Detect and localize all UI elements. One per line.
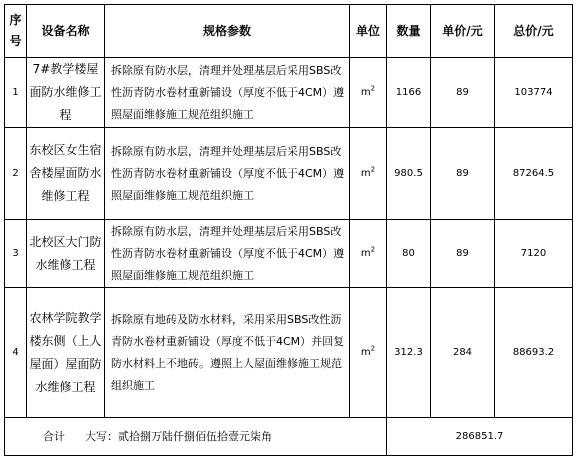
table-row xyxy=(5,58,573,128)
total-value: 286851.7 xyxy=(387,418,573,456)
total-label: 合计 xyxy=(43,429,65,443)
cell-total-price: 103774 xyxy=(495,58,573,128)
cell-spec: 拆除原有地砖及防水材料，采用采用SBS改性沥青防水卷材重新铺设（厚度不低于4CM）并回复防水材料上不地砖。遵照上人屋面维修施工规范组织施工 xyxy=(105,288,350,418)
unit-superscript: 2 xyxy=(370,245,376,254)
cell-qty: 312.3 xyxy=(387,288,431,418)
table-row xyxy=(5,288,573,418)
cell-unit-price: 284 xyxy=(431,288,495,418)
header-qty: 数量 xyxy=(387,5,431,58)
unit-text: m xyxy=(360,167,371,179)
cell-qty: 80 xyxy=(387,220,431,288)
cell-unit xyxy=(350,220,387,288)
total-row xyxy=(5,418,573,456)
total-caps: 大写：贰拾捌万陆仟捌佰伍拾壹元柒角 xyxy=(85,429,272,443)
cell-name: 北校区大门防水维修工程 xyxy=(27,220,105,288)
cell-unit xyxy=(350,128,387,220)
cell-spec: 拆除原有防水层，清理并处理基层后采用SBS改性沥青防水卷材重新铺设（厚度不低于4CM）遵照屋面维修施工规范组织施工 xyxy=(105,220,350,288)
total-label-cell xyxy=(5,418,387,456)
cell-spec: 拆除原有防水层，清理并处理基层后采用SBS改性沥青防水卷材重新铺设（厚度不低于4CM）遵照屋面维修施工规范组织施工 xyxy=(105,128,350,220)
cell-spec: 拆除原有防水层，清理并处理基层后采用SBS改性沥青防水卷材重新铺设（厚度不低于4CM）遵照屋面维修施工规范组织施工 xyxy=(105,58,350,128)
unit-superscript: 2 xyxy=(370,344,376,353)
cell-total-price: 88693.2 xyxy=(495,288,573,418)
cell-seq: 3 xyxy=(5,220,27,288)
header-row xyxy=(5,5,573,58)
unit-text: m xyxy=(360,247,371,259)
cell-total-price: 87264.5 xyxy=(495,128,573,220)
cell-total-price: 7120 xyxy=(495,220,573,288)
header-unit-price: 单价/元 xyxy=(431,5,495,58)
cell-unit xyxy=(350,288,387,418)
header-unit: 单位 xyxy=(350,5,387,58)
cell-unit xyxy=(350,58,387,128)
cell-seq: 1 xyxy=(5,58,27,128)
cell-qty: 1166 xyxy=(387,58,431,128)
header-seq: 序号 xyxy=(5,5,27,58)
unit-superscript: 2 xyxy=(370,84,376,93)
unit-superscript: 2 xyxy=(370,165,376,174)
table-row xyxy=(5,128,573,220)
cell-unit-price: 89 xyxy=(431,58,495,128)
header-total-price: 总价/元 xyxy=(495,5,573,58)
cell-name: 7#教学楼屋面防水维修工程 xyxy=(27,58,105,128)
cell-name: 农林学院教学楼东侧（上人屋面）屋面防水维修工程 xyxy=(27,288,105,418)
header-spec: 规格参数 xyxy=(105,5,350,58)
cell-name: 东校区女生宿舍楼屋面防水维修工程 xyxy=(27,128,105,220)
quote-table xyxy=(4,4,573,456)
cell-unit-price: 89 xyxy=(431,220,495,288)
table-row xyxy=(5,220,573,288)
cell-seq: 4 xyxy=(5,288,27,418)
header-name: 设备名称 xyxy=(27,5,105,58)
unit-text: m xyxy=(360,86,371,98)
cell-unit-price: 89 xyxy=(431,128,495,220)
cell-qty: 980.5 xyxy=(387,128,431,220)
cell-seq: 2 xyxy=(5,128,27,220)
unit-text: m xyxy=(360,346,371,358)
